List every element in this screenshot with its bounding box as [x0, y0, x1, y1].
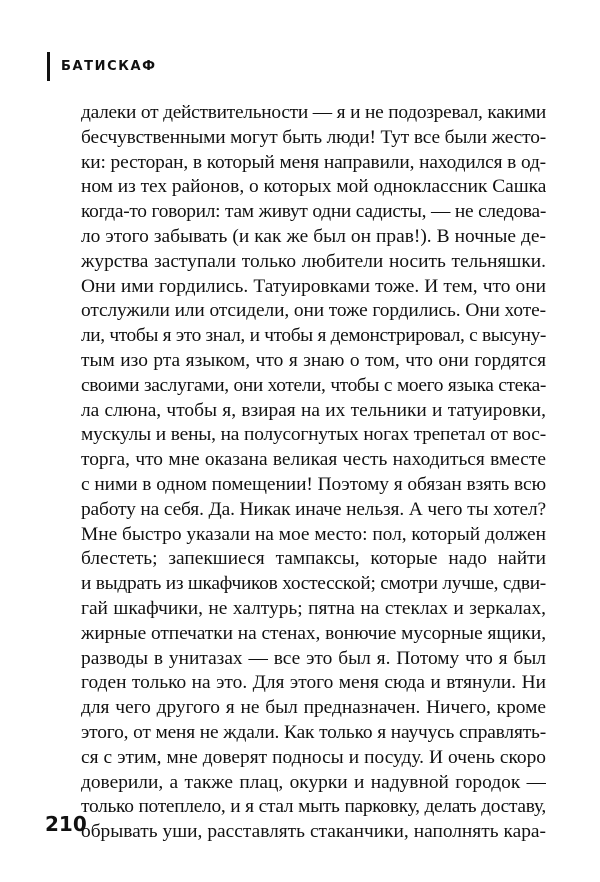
text-line: тым изо рта языком, что я знаю о том, что они гордятся [81, 349, 546, 371]
text-line: далеки от действительности — я и не подозревал, какими [81, 102, 546, 123]
text-line: своими заслугами, они хотели, чтобы с моего языка стека- [81, 374, 546, 396]
text-line: ки: ресторан, в который меня направили, находился в од- [81, 151, 546, 173]
text-line: этого, от меня не ждали. Как только я научусь справлять- [81, 721, 546, 743]
text-line: годен только на это. Для этого меня сюда и втянули. Ни [81, 672, 546, 694]
text-line: торга, что мне оказана великая честь находиться вместе [81, 449, 546, 471]
text-line: бесчувственными могут быть люди! Тут все были жесто- [81, 126, 546, 148]
text-line: жирные отпечатки на стенах, вонючие мусорные ящики, [81, 622, 546, 644]
text-line: разводы в унитазах — все это был я. Потому что я был [81, 647, 546, 669]
text-line: обрывать уши, расставлять стаканчики, наполнять кара- [81, 821, 546, 843]
text-line: когда-то говорил: там живут одни садисты, — не следова- [81, 201, 546, 223]
text-line: ли, чтобы я это знал, и чтобы я демонстрировал, с высуну- [81, 325, 546, 347]
page-number: 210 [45, 812, 87, 836]
body-text [81, 101, 546, 845]
text-line: доверили, а также плац, окурки и надувной городок — [81, 771, 546, 793]
text-line: ла слюна, чтобы я, взирая на их тельники и татуировки, [81, 399, 546, 421]
header-rule [47, 52, 50, 81]
text-line: только потеплело, и я стал мыть парковку, делать доставу, [81, 796, 546, 818]
text-line: для чего другого я не был предназначен. Ничего, кроме [81, 697, 546, 719]
running-head: БАТИСКАФ [61, 59, 157, 74]
text-line: блестеть; запекшиеся тампаксы, которые надо найти [81, 548, 546, 570]
text-line: Мне быстро указали на мое место: пол, который должен [81, 523, 546, 545]
text-line: Они ими гордились. Татуировками тоже. И тем, что они [81, 275, 546, 297]
text-line: ном из тех районов, о которых мой одноклассник Сашка [81, 176, 546, 198]
text-line: гай шкафчики, не халтурь; пятна на стеклах и зеркалах, [81, 597, 546, 619]
text-line: с ними в одном помещении! Поэтому я обязан взять всю [81, 473, 546, 495]
text-line: журства заступали только любители носить тельняшки. [81, 250, 546, 272]
text-line: работу на себя. Да. Никак иначе нельзя. А чего ты хотел? [81, 498, 546, 520]
text-line: отслужили или отсидели, они тоже гордились. Они хоте- [81, 300, 546, 322]
text-line: ся с этим, мне доверят подносы и посуду. И очень скоро [81, 746, 546, 768]
text-line: и выдрать из шкафчиков хостесской; смотри лучше, сдви- [81, 573, 546, 595]
text-line: ло этого забывать (и как же был он прав!). В ночные де- [81, 225, 546, 247]
text-line: мускулы и вены, на полусогнутых ногах трепетал от вос- [81, 424, 546, 446]
